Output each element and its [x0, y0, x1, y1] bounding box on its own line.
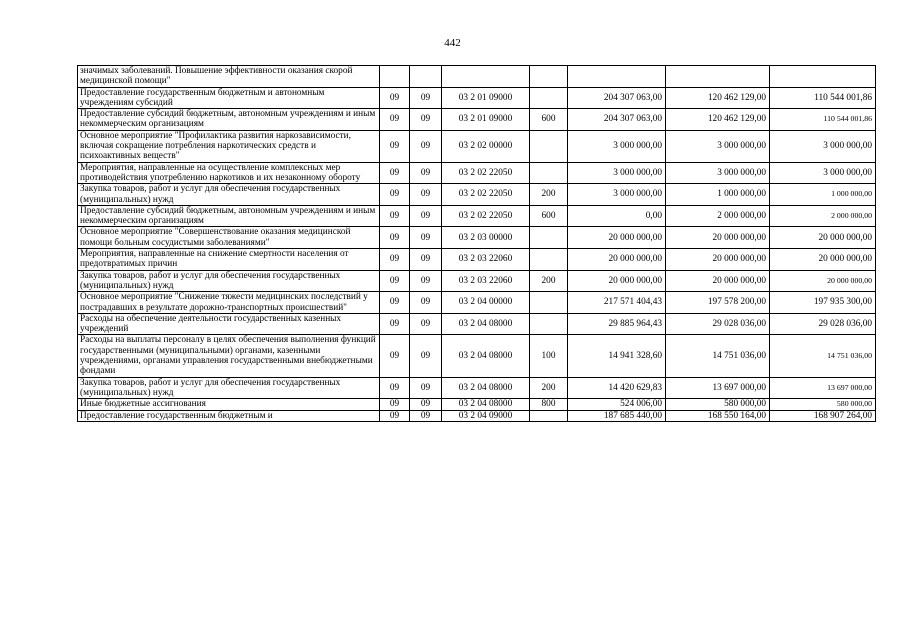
row-amount-year-2: 3 000 000,00 — [666, 130, 770, 162]
row-target-article-code: 03 2 01 09000 — [442, 87, 530, 109]
table-row — [78, 66, 876, 88]
row-description: Закупка товаров, работ и услуг для обеспечения государственных (муниципальных) нужд — [78, 377, 380, 399]
row-target-article-code: 03 2 02 22050 — [442, 205, 530, 227]
row-target-article-code: 03 2 04 08000 — [442, 335, 530, 377]
table-row — [78, 399, 876, 410]
row-target-article-code: 03 2 01 09000 — [442, 109, 530, 131]
row-subsection-code: 09 — [410, 109, 442, 131]
table-row — [78, 205, 876, 227]
row-amount-year-1: 3 000 000,00 — [568, 130, 666, 162]
row-expense-type-code: 100 — [530, 335, 568, 377]
row-amount-year-2: 2 000 000,00 — [666, 205, 770, 227]
row-amount-year-2: 120 462 129,00 — [666, 109, 770, 131]
row-expense-type-code — [530, 87, 568, 109]
row-amount-year-3: 29 028 036,00 — [770, 313, 876, 335]
row-expense-type-code — [530, 249, 568, 271]
row-subsection-code: 09 — [410, 249, 442, 271]
row-expense-type-code: 600 — [530, 205, 568, 227]
row-expense-type-code: 200 — [530, 270, 568, 292]
row-amount-year-3: 20 000 000,00 — [770, 227, 876, 249]
table-row — [78, 130, 876, 162]
table-row — [78, 184, 876, 206]
row-target-article-code: 03 2 03 22060 — [442, 270, 530, 292]
row-expense-type-code — [530, 130, 568, 162]
row-amount-year-2 — [666, 66, 770, 88]
row-target-article-code: 03 2 03 00000 — [442, 227, 530, 249]
row-amount-year-3: 110 544 001,86 — [770, 87, 876, 109]
row-description: Предоставление государственным бюджетным и — [78, 410, 380, 421]
table-row — [78, 249, 876, 271]
row-amount-year-3: 580 000,00 — [770, 399, 876, 410]
table-row — [78, 292, 876, 314]
budget-table-body — [78, 66, 876, 422]
row-target-article-code: 03 2 04 08000 — [442, 399, 530, 410]
row-description: Иные бюджетные ассигнования — [78, 399, 380, 410]
row-amount-year-1: 20 000 000,00 — [568, 270, 666, 292]
row-expense-type-code — [530, 292, 568, 314]
row-section-code: 09 — [380, 162, 410, 184]
row-target-article-code: 03 2 04 09000 — [442, 410, 530, 421]
row-subsection-code: 09 — [410, 205, 442, 227]
row-target-article-code: 03 2 04 08000 — [442, 313, 530, 335]
row-amount-year-1 — [568, 66, 666, 88]
row-amount-year-3: 20 000 000,00 — [770, 270, 876, 292]
table-row — [78, 377, 876, 399]
row-section-code: 09 — [380, 227, 410, 249]
row-subsection-code: 09 — [410, 377, 442, 399]
table-row — [78, 270, 876, 292]
row-section-code: 09 — [380, 130, 410, 162]
row-amount-year-3 — [770, 66, 876, 88]
row-amount-year-1: 14 420 629,83 — [568, 377, 666, 399]
row-description: Мероприятия, направленные на осуществление комплексных мер противодействия употреблению наркотиков и их незаконному обороту — [78, 162, 380, 184]
row-amount-year-2: 120 462 129,00 — [666, 87, 770, 109]
row-expense-type-code: 800 — [530, 399, 568, 410]
row-amount-year-1: 0,00 — [568, 205, 666, 227]
row-section-code — [380, 66, 410, 88]
row-section-code: 09 — [380, 87, 410, 109]
row-amount-year-1: 20 000 000,00 — [568, 249, 666, 271]
row-amount-year-3: 168 907 264,00 — [770, 410, 876, 421]
row-amount-year-3: 2 000 000,00 — [770, 205, 876, 227]
row-description: Мероприятия, направленные на снижение смертности населения от предотвратимых причин — [78, 249, 380, 271]
row-section-code: 09 — [380, 335, 410, 377]
row-subsection-code: 09 — [410, 130, 442, 162]
row-amount-year-1: 217 571 404,43 — [568, 292, 666, 314]
row-amount-year-1: 3 000 000,00 — [568, 184, 666, 206]
row-amount-year-2: 168 550 164,00 — [666, 410, 770, 421]
row-section-code: 09 — [380, 249, 410, 271]
row-description: Предоставление субсидий бюджетным, автономным учреждениям и иным некоммерческим организациям — [78, 205, 380, 227]
row-subsection-code: 09 — [410, 410, 442, 421]
row-description: Предоставление государственным бюджетным и автономным учреждениям субсидий — [78, 87, 380, 109]
row-target-article-code: 03 2 02 22050 — [442, 162, 530, 184]
row-section-code: 09 — [380, 292, 410, 314]
row-section-code: 09 — [380, 313, 410, 335]
row-amount-year-3: 1 000 000,00 — [770, 184, 876, 206]
row-expense-type-code: 200 — [530, 184, 568, 206]
row-amount-year-1: 524 006,00 — [568, 399, 666, 410]
row-amount-year-2: 29 028 036,00 — [666, 313, 770, 335]
row-subsection-code: 09 — [410, 292, 442, 314]
row-target-article-code: 03 2 04 00000 — [442, 292, 530, 314]
row-target-article-code: 03 2 02 22050 — [442, 184, 530, 206]
row-amount-year-2: 580 000,00 — [666, 399, 770, 410]
row-amount-year-2: 20 000 000,00 — [666, 249, 770, 271]
table-row — [78, 335, 876, 377]
row-subsection-code: 09 — [410, 270, 442, 292]
row-amount-year-1: 3 000 000,00 — [568, 162, 666, 184]
row-amount-year-3: 110 544 001,86 — [770, 109, 876, 131]
row-amount-year-3: 13 697 000,00 — [770, 377, 876, 399]
row-amount-year-3: 3 000 000,00 — [770, 130, 876, 162]
row-target-article-code: 03 2 02 00000 — [442, 130, 530, 162]
row-section-code: 09 — [380, 109, 410, 131]
row-amount-year-1: 29 885 964,43 — [568, 313, 666, 335]
row-subsection-code: 09 — [410, 184, 442, 206]
row-section-code: 09 — [380, 270, 410, 292]
table-row — [78, 410, 876, 421]
row-description: Закупка товаров, работ и услуг для обеспечения государственных (муниципальных) нужд — [78, 184, 380, 206]
row-expense-type-code — [530, 313, 568, 335]
row-amount-year-2: 197 578 200,00 — [666, 292, 770, 314]
row-amount-year-2: 13 697 000,00 — [666, 377, 770, 399]
row-description: Расходы на обеспечение деятельности государственных казенных учреждений — [78, 313, 380, 335]
row-amount-year-1: 187 685 440,00 — [568, 410, 666, 421]
row-amount-year-2: 3 000 000,00 — [666, 162, 770, 184]
row-amount-year-2: 14 751 036,00 — [666, 335, 770, 377]
budget-table — [77, 65, 876, 422]
row-expense-type-code — [530, 410, 568, 421]
row-subsection-code: 09 — [410, 313, 442, 335]
row-description: Расходы на выплаты персоналу в целях обеспечения выполнения функций государственными (муниципальными) органами, казенными учреждениями, органами управления государственными внебюджетными фондами — [78, 335, 380, 377]
row-description: значимых заболеваний. Повышение эффективности оказания скорой медицинской помощи" — [78, 66, 380, 88]
row-amount-year-2: 20 000 000,00 — [666, 270, 770, 292]
row-amount-year-3: 3 000 000,00 — [770, 162, 876, 184]
row-description: Закупка товаров, работ и услуг для обеспечения государственных (муниципальных) нужд — [78, 270, 380, 292]
row-target-article-code: 03 2 03 22060 — [442, 249, 530, 271]
row-expense-type-code: 600 — [530, 109, 568, 131]
table-row — [78, 162, 876, 184]
row-target-article-code — [442, 66, 530, 88]
table-row — [78, 227, 876, 249]
table-row — [78, 87, 876, 109]
row-subsection-code: 09 — [410, 335, 442, 377]
row-section-code: 09 — [380, 184, 410, 206]
row-amount-year-3: 14 751 036,00 — [770, 335, 876, 377]
row-amount-year-2: 1 000 000,00 — [666, 184, 770, 206]
row-amount-year-1: 204 307 063,00 — [568, 109, 666, 131]
row-subsection-code: 09 — [410, 162, 442, 184]
row-description: Основное мероприятие "Профилактика развития наркозависимости, включая сокращение потребления наркотических средств и психоактивных веществ" — [78, 130, 380, 162]
row-amount-year-3: 197 935 300,00 — [770, 292, 876, 314]
page-number: 442 — [444, 37, 461, 49]
row-amount-year-1: 14 941 328,60 — [568, 335, 666, 377]
row-section-code: 09 — [380, 377, 410, 399]
row-section-code: 09 — [380, 399, 410, 410]
table-row — [78, 313, 876, 335]
row-expense-type-code — [530, 162, 568, 184]
row-target-article-code: 03 2 04 08000 — [442, 377, 530, 399]
row-subsection-code: 09 — [410, 399, 442, 410]
row-section-code: 09 — [380, 410, 410, 421]
row-description: Основное мероприятие "Совершенствование оказания медицинской помощи больным сосудистыми заболеваниями" — [78, 227, 380, 249]
row-subsection-code: 09 — [410, 227, 442, 249]
row-subsection-code: 09 — [410, 87, 442, 109]
row-expense-type-code: 200 — [530, 377, 568, 399]
row-section-code: 09 — [380, 205, 410, 227]
row-subsection-code — [410, 66, 442, 88]
row-amount-year-3: 20 000 000,00 — [770, 249, 876, 271]
row-expense-type-code — [530, 66, 568, 88]
row-amount-year-1: 20 000 000,00 — [568, 227, 666, 249]
row-amount-year-1: 204 307 063,00 — [568, 87, 666, 109]
row-description: Основное мероприятие "Снижение тяжести медицинских последствий у пострадавших в результате дорожно-транспортных происшествий" — [78, 292, 380, 314]
table-row — [78, 109, 876, 131]
row-description: Предоставление субсидий бюджетным, автономным учреждениям и иным некоммерческим организациям — [78, 109, 380, 131]
row-amount-year-2: 20 000 000,00 — [666, 227, 770, 249]
row-expense-type-code — [530, 227, 568, 249]
